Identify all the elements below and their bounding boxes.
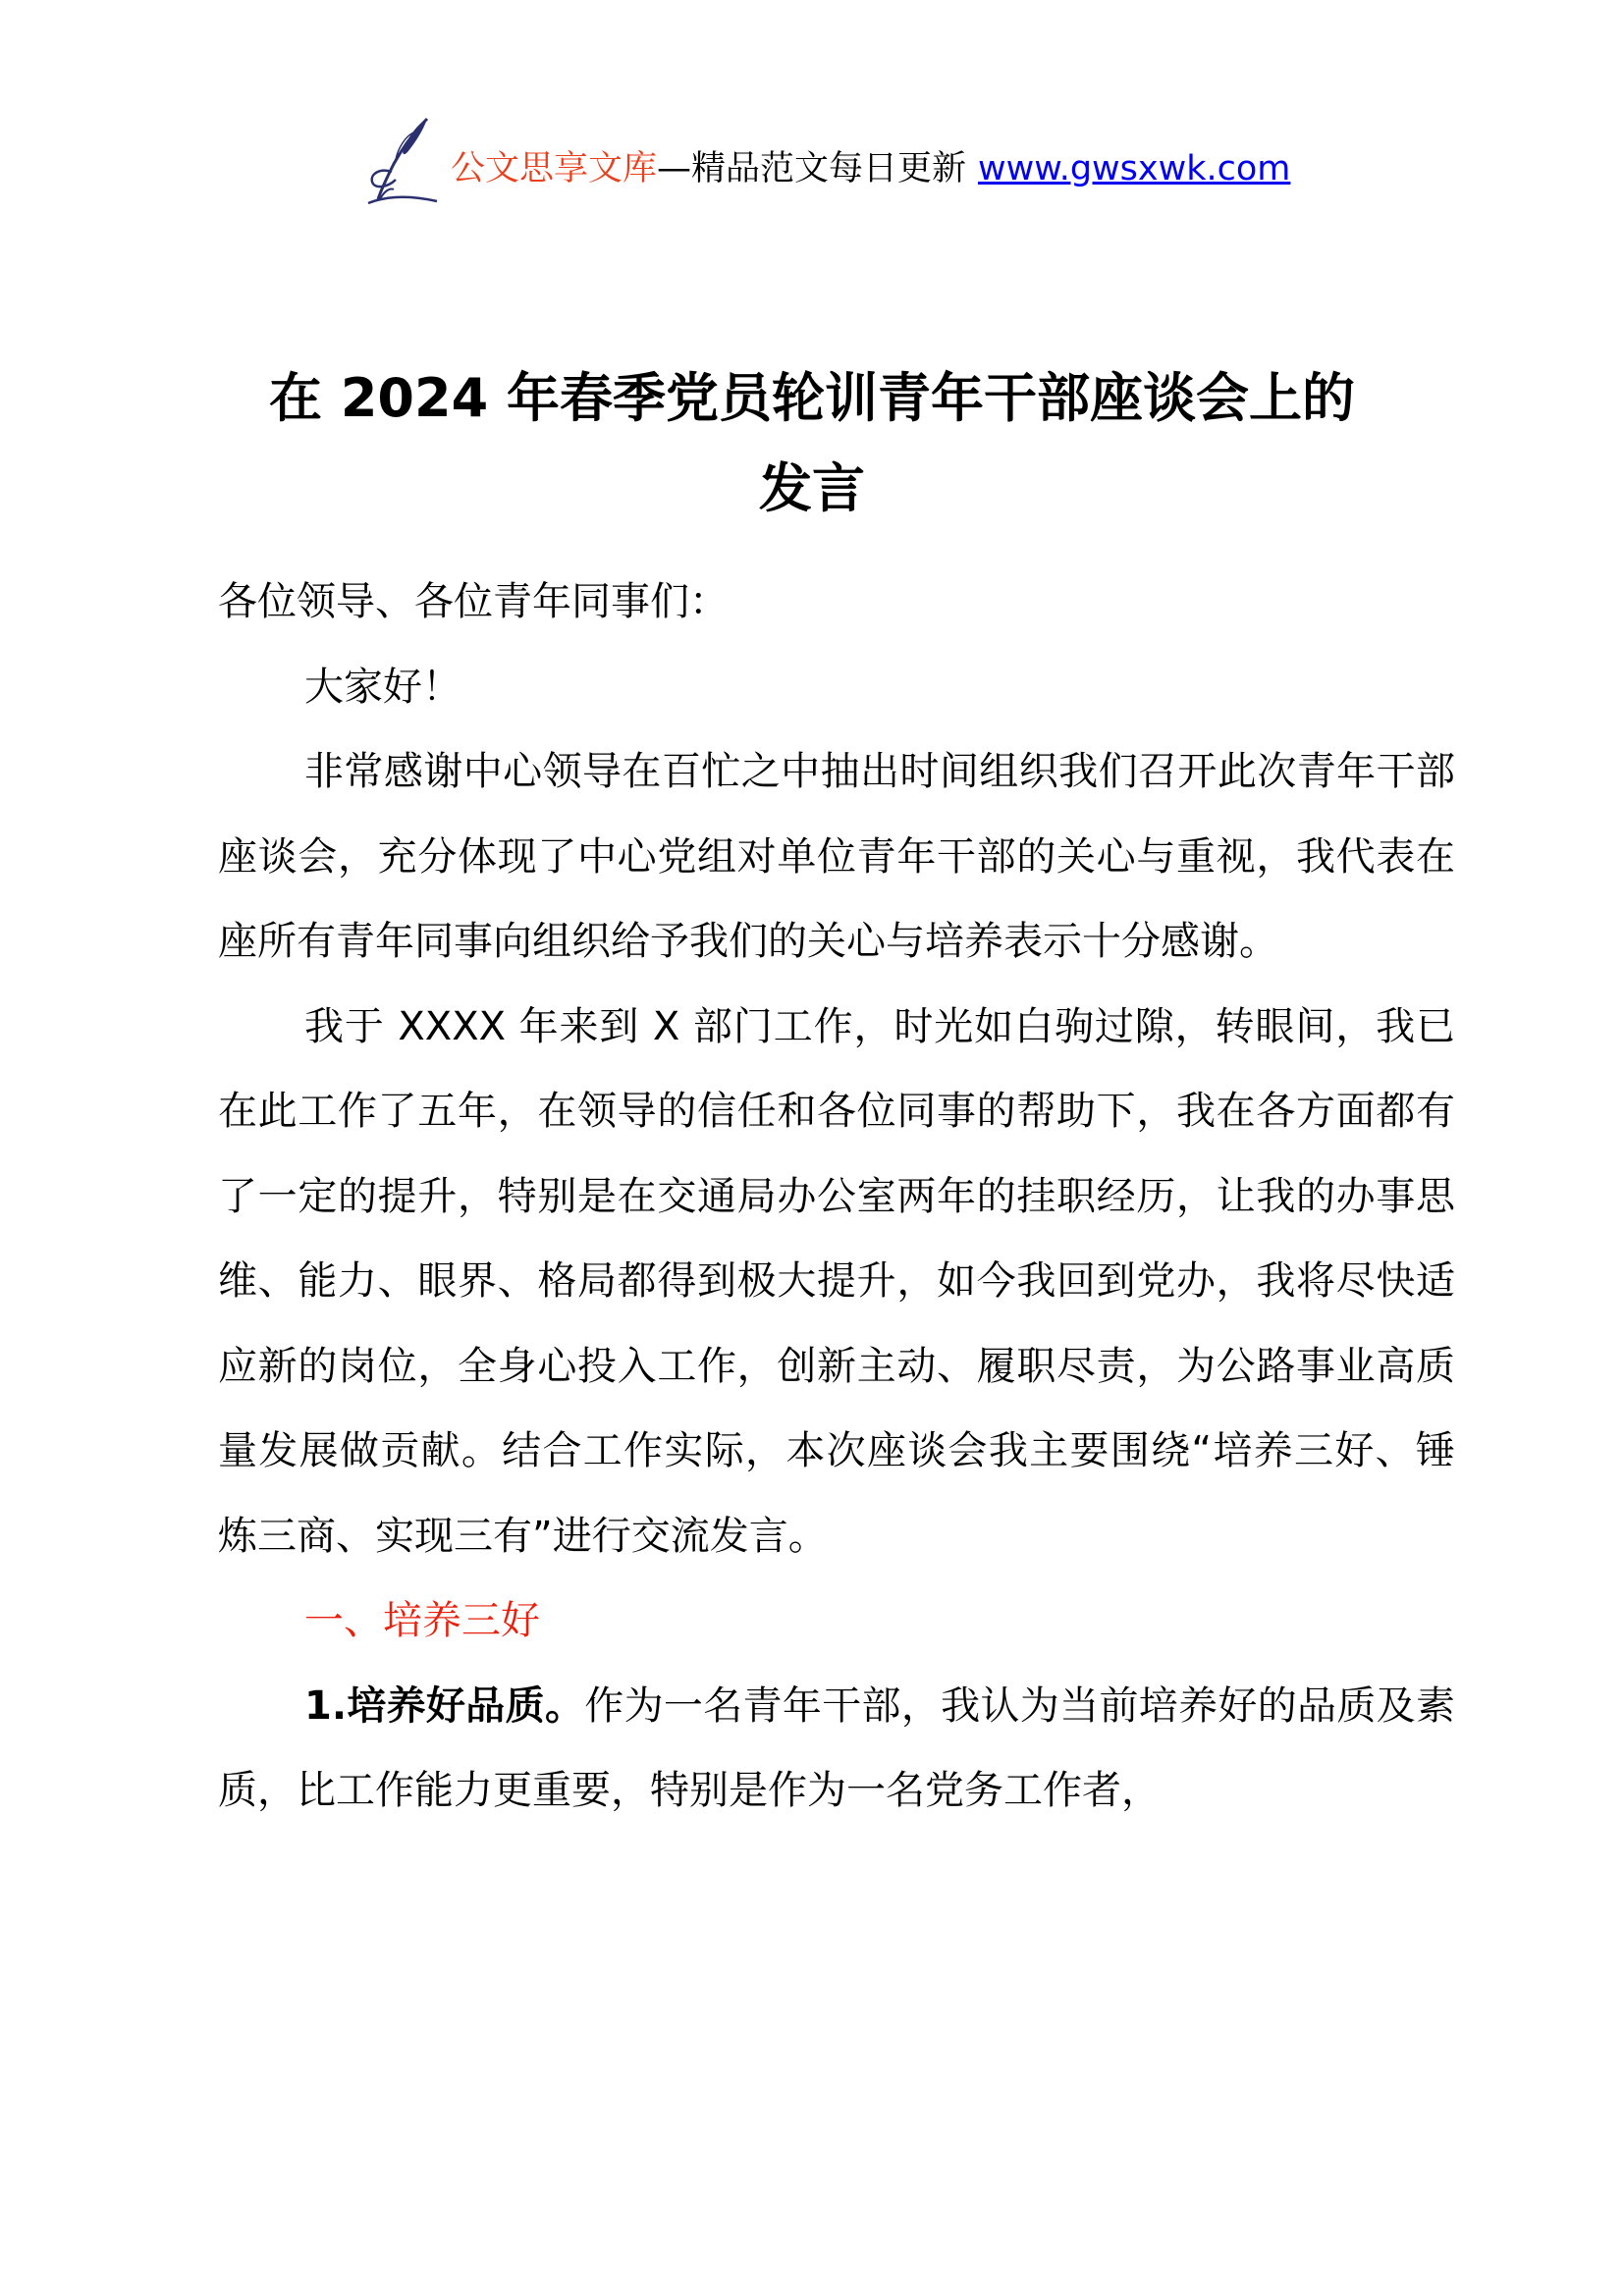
page-header	[358, 113, 1290, 211]
point-1-lead: 1.培养好品质。	[304, 1682, 585, 1729]
point-1-paragraph	[218, 1664, 1455, 1834]
brand-name: 公文思享文库	[451, 149, 658, 188]
point-1-text: 作为一名青年干部，我认为当前培养好的品质及素质，比工作能力更重要，特别是作为一名党务工作者，	[218, 1682, 1456, 1813]
header-caption	[451, 141, 1290, 190]
paragraph-2: 我于 XXXX 年来到 X 部门工作，时光如白驹过隙，转眼间，我已在此工作了五年，在领导的信任和各位同事的帮助下，我在各方面都有了一定的提升，特别是在交通局办公室两年的挂职经历，让我的办事思维、能力、眼界、格局都得到极大提升，如今我回到党办，我将尽快适应新的岗位，全身心投入工作，创新主动、履职尽责，为公路事业高质量发展做贡献。结合工作实际，本次座谈会我主要围绕“培养三好、锤炼三商、实现三有”进行交流发言。	[218, 1003, 1455, 1559]
document-title	[177, 353, 1447, 534]
title-line-1: 在 2024 年春季党员轮训青年干部座谈会上的	[269, 367, 1355, 429]
salutation: 各位领导、各位青年同事们：	[218, 579, 729, 624]
quill-pen-logo-icon	[358, 113, 445, 211]
paragraph-1: 非常感谢中心领导在百忙之中抽出时间组织我们召开此次青年干部座谈会，充分体现了中心党组对单位青年干部的关心与重视，我代表在座所有青年同事向组织给予我们的关心与培养表示十分感谢。	[218, 749, 1455, 964]
section-heading: 一、培养三好	[304, 1598, 540, 1643]
greeting: 大家好！	[304, 664, 461, 710]
site-url-link[interactable]: www.gwsxwk.com	[978, 149, 1291, 188]
header-slogan: —精品范文每日更新	[657, 149, 967, 188]
title-line-2: 发言	[759, 457, 865, 519]
document-body	[218, 560, 1455, 1834]
